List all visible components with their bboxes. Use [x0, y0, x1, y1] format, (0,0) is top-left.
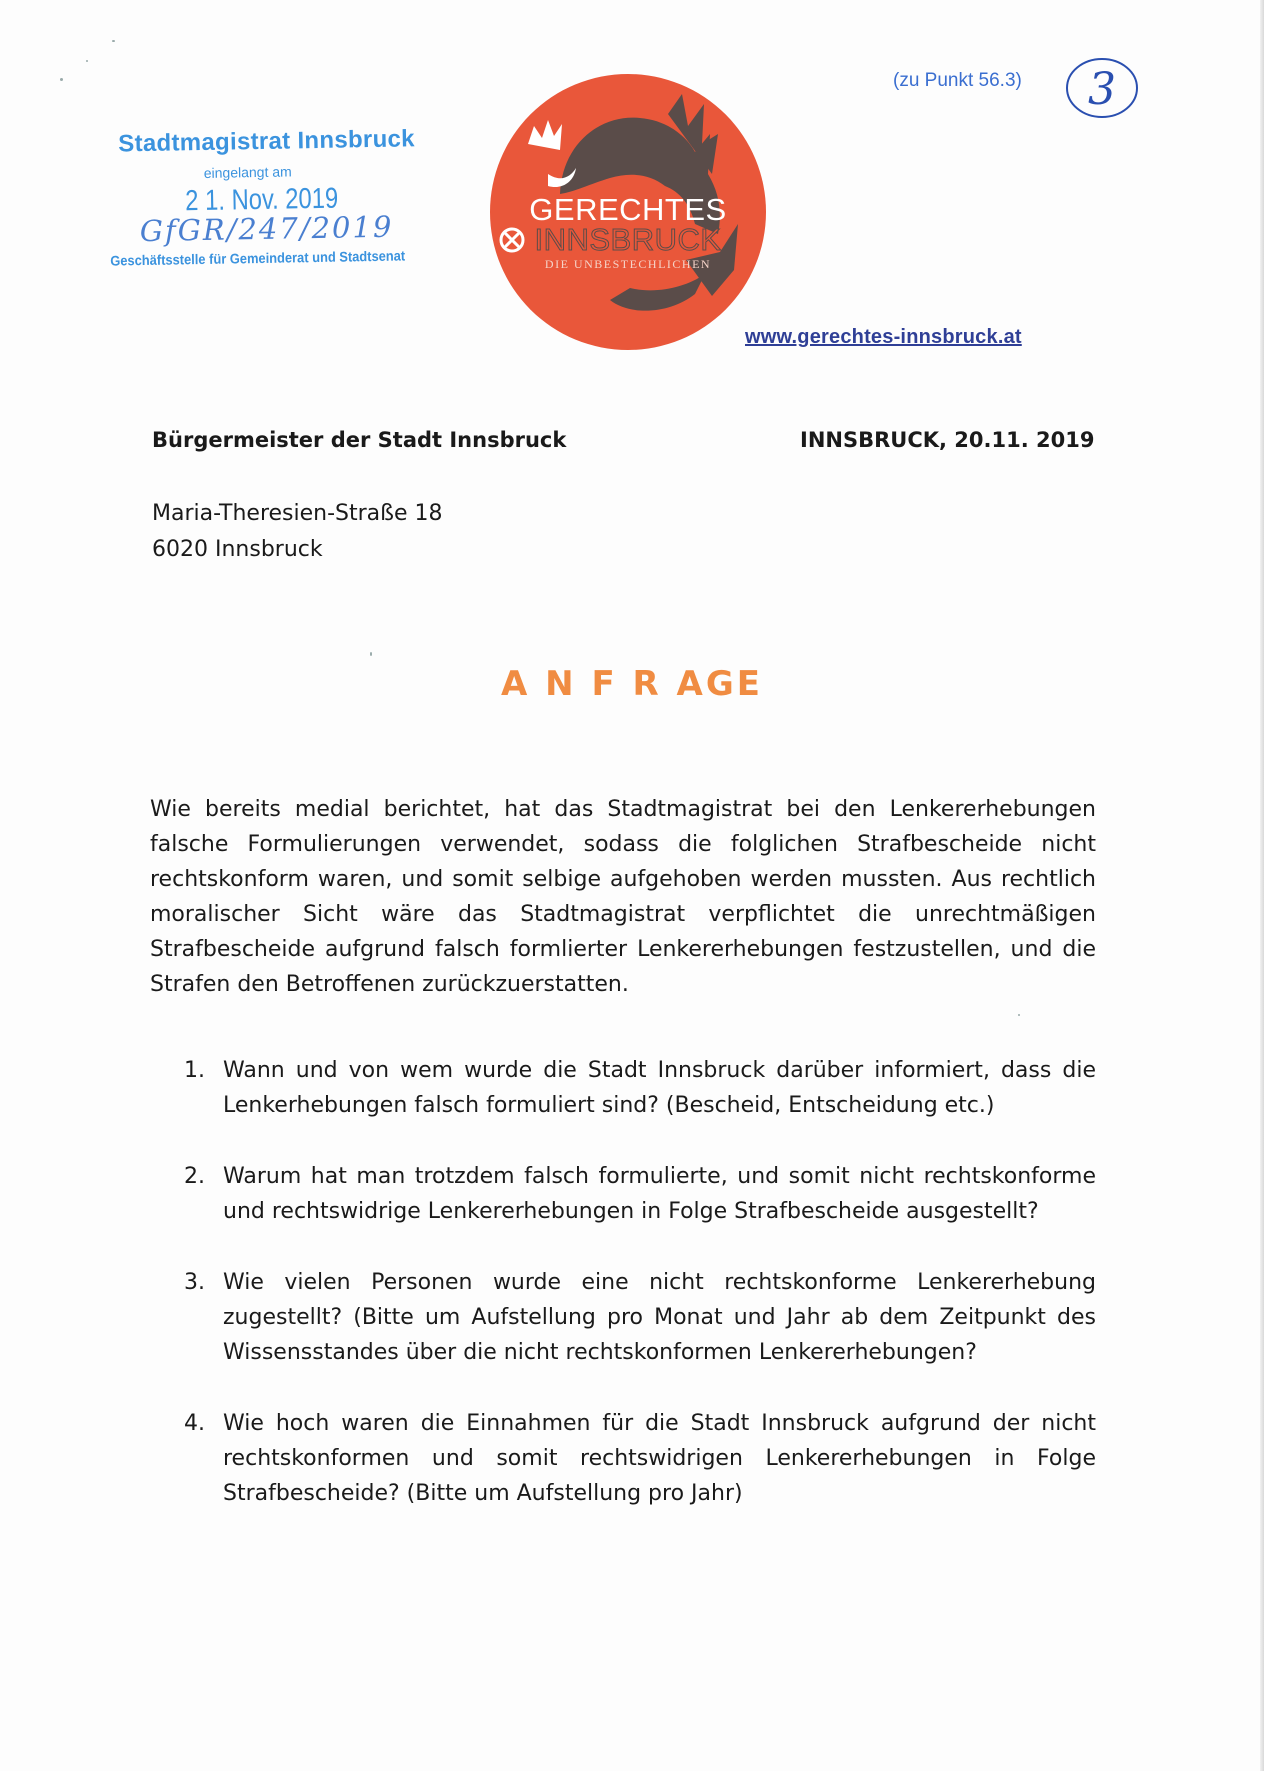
scan-speck	[86, 60, 88, 62]
address-city: 6020 Innsbruck	[152, 537, 323, 562]
question-text: Wie hoch waren die Einnahmen für die Stadt Innsbruck aufgrund der nicht rechtskonformen und somit rechtswidrigen Lenkererhebungen in Folge Strafbescheide? (Bitte um Aufstellung pro Jahr)	[223, 1411, 1096, 1506]
question-item	[150, 1265, 1096, 1370]
stamp-department: Geschäftsstelle für Gemeinderat und Stadtsenat	[110, 247, 406, 269]
recipient: Bürgermeister der Stadt Innsbruck	[152, 428, 567, 452]
agenda-note: (zu Punkt 56.3)	[893, 70, 1022, 91]
circled-number-annotation	[1062, 54, 1140, 120]
scan-edge	[1260, 0, 1264, 1771]
scan-speck	[370, 652, 372, 656]
question-item	[150, 1053, 1096, 1123]
stamp-reference: GfGR/247/2019	[139, 209, 394, 249]
address-street: Maria-Theresien-Straße 18	[152, 501, 443, 526]
stamp-date: 2 1. Nov. 2019	[184, 182, 339, 218]
question-list	[150, 1053, 1096, 1511]
question-number: 1.	[184, 1058, 205, 1083]
scan-speck	[112, 40, 115, 42]
logo-line2: INNSBRUCK	[534, 222, 722, 257]
scan-speck	[1018, 1014, 1020, 1016]
logo-line1: GERECHTES	[529, 192, 727, 227]
website-link[interactable]: www.gerechtes-innsbruck.at	[745, 326, 1022, 348]
receipt-stamp	[108, 125, 416, 269]
question-number: 2.	[184, 1164, 205, 1189]
logo-tagline: DIE UNBESTECHLICHEN	[544, 257, 712, 271]
intro-paragraph: Wie bereits medial berichtet, hat das Stadtmagistrat bei den Lenkererhebungen falsche Formulierungen verwendet, sodass die folglichen Strafbescheide nicht rechtskonform waren, und somit selbige aufgehoben werden mussten. Aus rechtlich moralischer Sicht wäre das Stadtmagistrat verpflichtet die unrechtmäßigen Strafbescheide aufgrund falsch formlierter Lenkererhebungen festzustellen, und die Strafen den Betroffenen zurückzuerstatten.	[150, 797, 1096, 997]
document-title: A N F R AGE	[501, 664, 763, 704]
question-text: Wann und von wem wurde die Stadt Innsbruck darüber informiert, dass die Lenkerhebungen falsch formuliert sind? (Bescheid, Entscheidung etc.)	[223, 1058, 1096, 1118]
question-item	[150, 1159, 1096, 1229]
address-block	[152, 496, 443, 568]
circled-number: 3	[1088, 64, 1116, 115]
question-number: 4.	[184, 1411, 205, 1436]
question-number: 3.	[184, 1270, 205, 1295]
place-date: INNSBRUCK, 20.11. 2019	[800, 428, 1095, 452]
question-text: Warum hat man trotzdem falsch formulierte, und somit nicht rechtskonforme und rechtswidrige Lenkererhebungen in Folge Strafbescheide ausgestellt?	[223, 1164, 1096, 1224]
scan-speck	[60, 78, 63, 81]
stamp-received-label: eingelangt am	[203, 163, 292, 181]
question-text: Wie vielen Personen wurde eine nicht rechtskonforme Lenkererhebung zugestellt? (Bitte um Aufstellung pro Monat und Jahr ab dem Zeitpunkt des Wissensstandes über die nicht rechtskonformen Lenkererhebungen?	[223, 1270, 1096, 1365]
question-item	[150, 1406, 1096, 1511]
stamp-office: Stadtmagistrat Innsbruck	[118, 125, 416, 158]
party-logo	[490, 74, 766, 350]
